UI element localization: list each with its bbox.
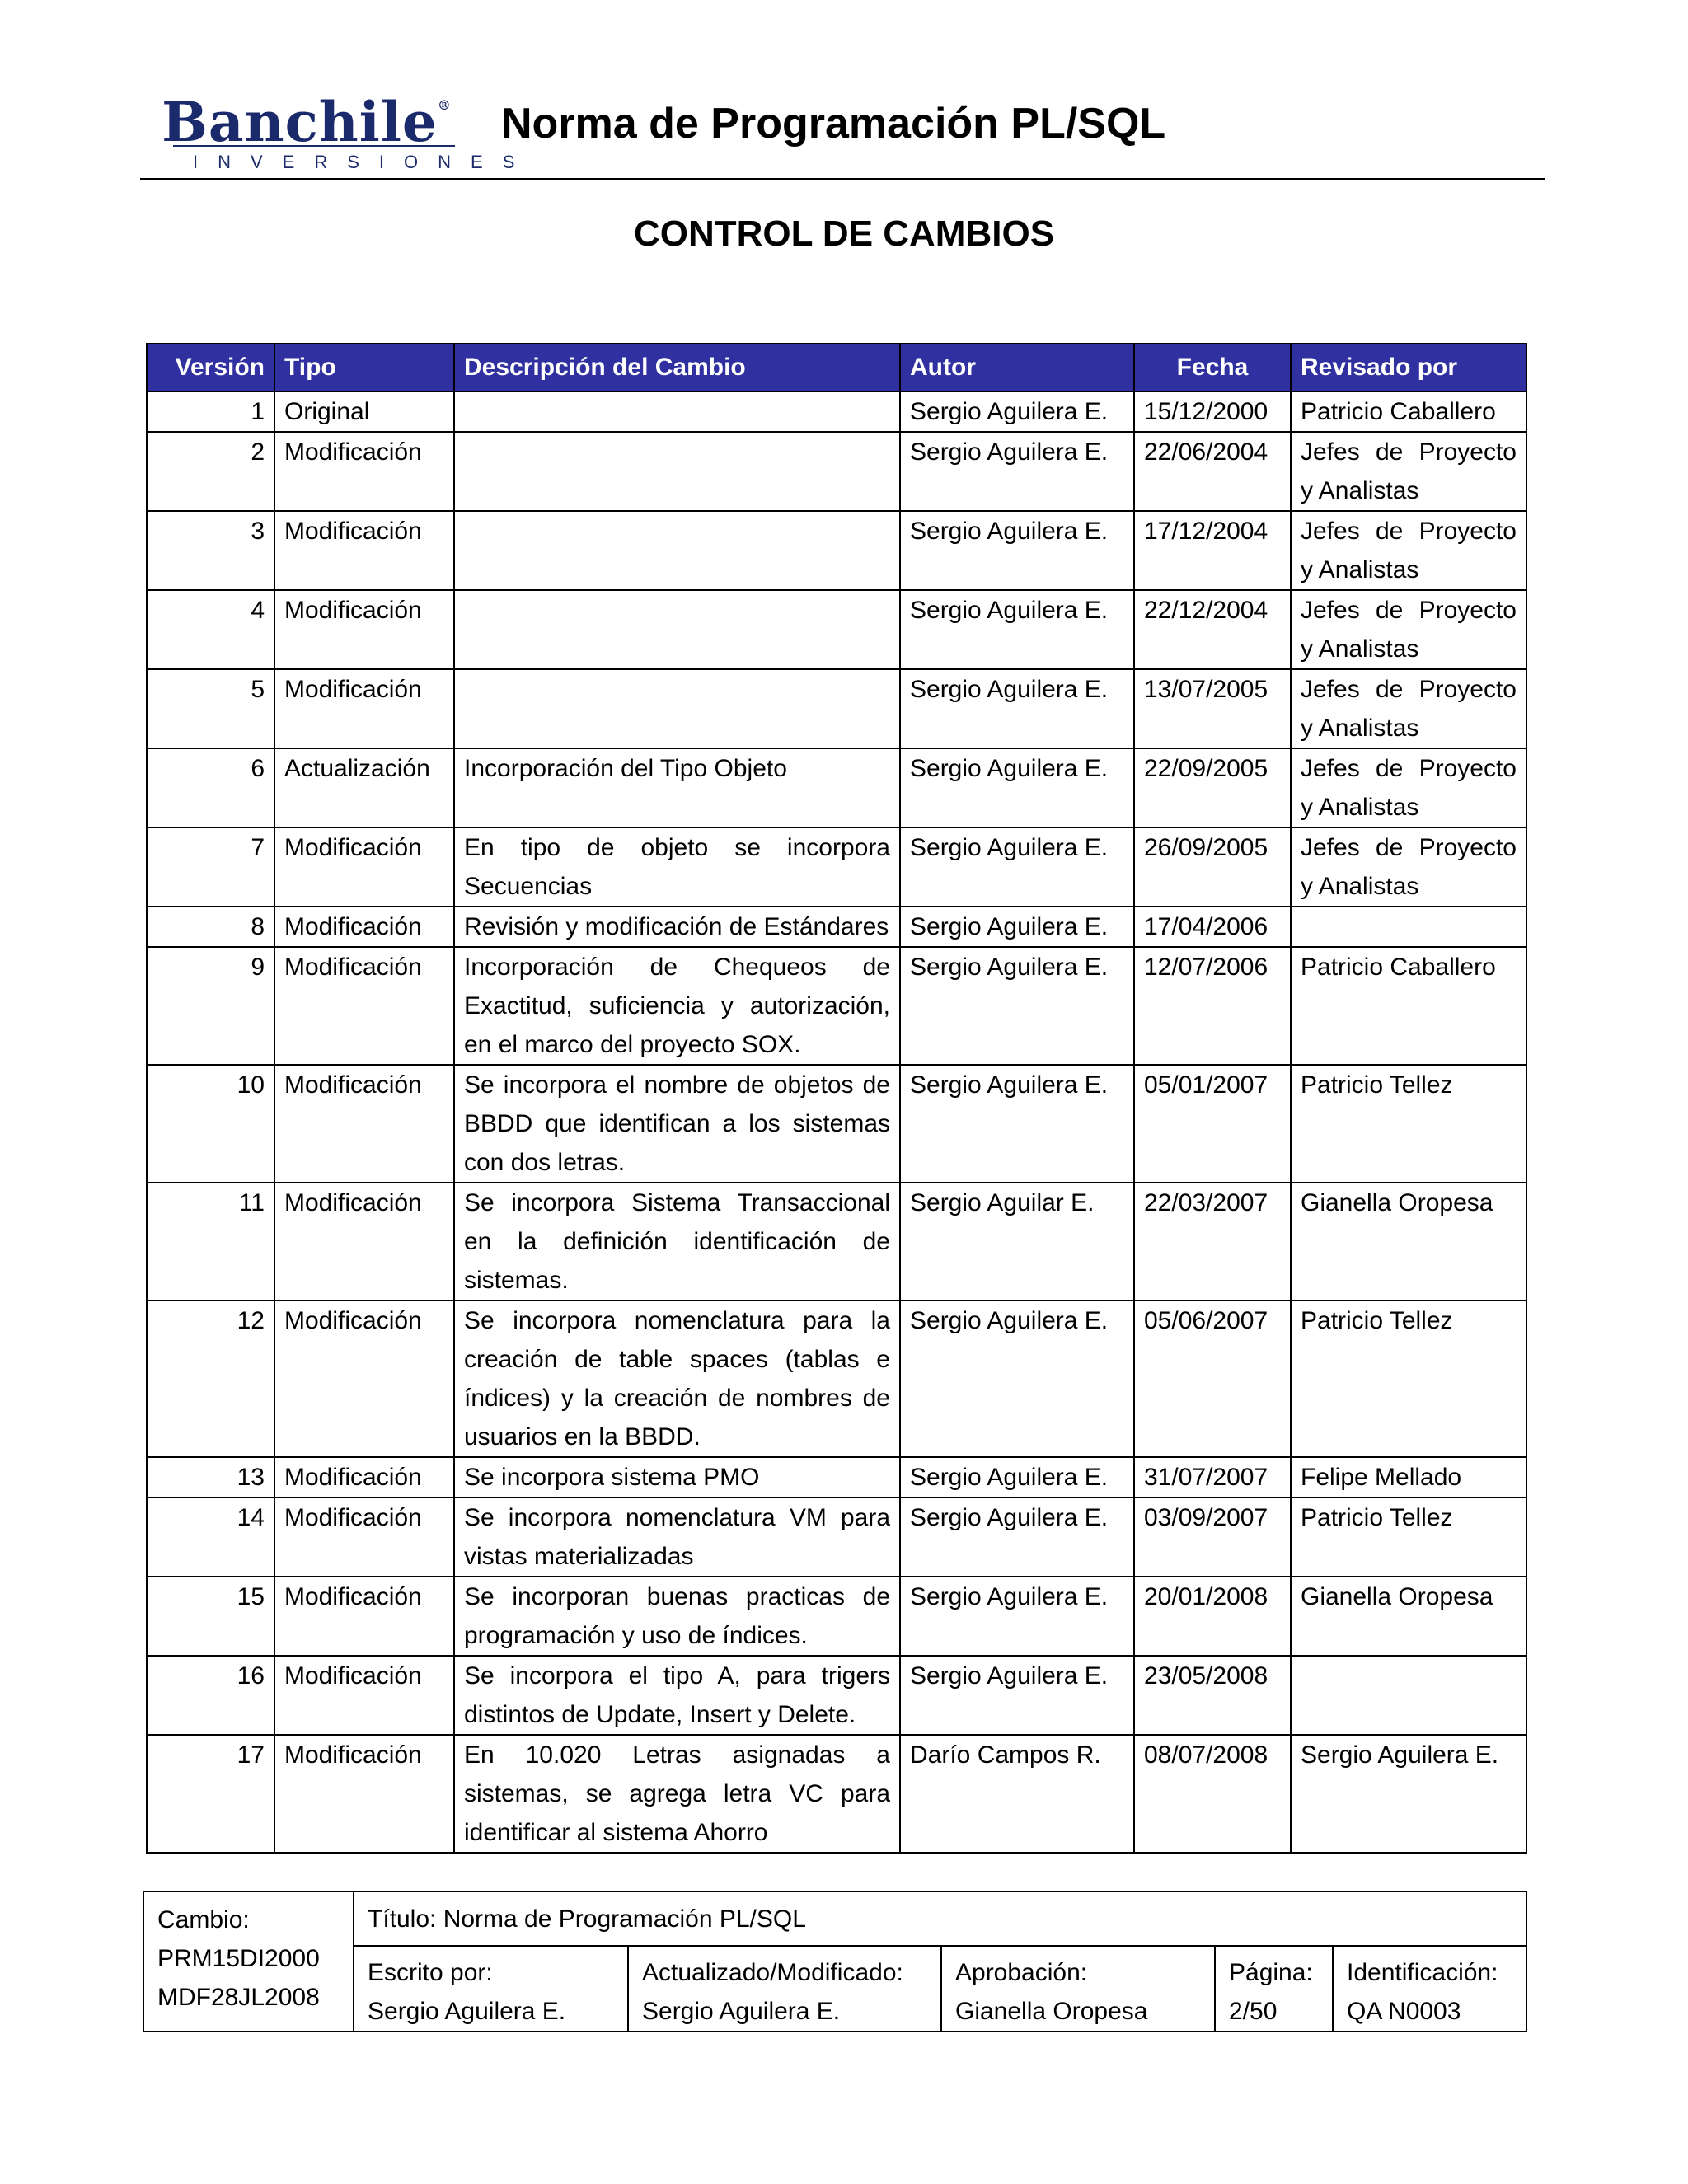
column-header-fecha: Fecha xyxy=(1134,344,1291,391)
tipo-cell: Modificación xyxy=(274,827,454,907)
tipo-cell: Modificación xyxy=(274,1656,454,1735)
revisado-cell: Jefes de Proyecto y Analistas xyxy=(1291,669,1526,748)
fecha-cell: 17/04/2006 xyxy=(1134,907,1291,947)
revisado-cell: Patricio Tellez xyxy=(1291,1497,1526,1577)
revisado-cell: Sergio Aguilera E. xyxy=(1291,1735,1526,1853)
footer-pagina-label: Página: xyxy=(1229,1959,1313,1986)
footer-actualizado-value: Sergio Aguilera E. xyxy=(642,1998,841,2025)
version-cell: 3 xyxy=(147,511,274,590)
fecha-cell: 08/07/2008 xyxy=(1134,1735,1291,1853)
table-row xyxy=(147,1656,1526,1735)
fecha-cell: 22/09/2005 xyxy=(1134,748,1291,827)
column-header-descripcion: Descripción del Cambio xyxy=(454,344,900,391)
tipo-cell: Modificación xyxy=(274,1065,454,1183)
table-header-row xyxy=(147,344,1526,391)
footer-escrito-label: Escrito por: xyxy=(368,1959,493,1986)
fecha-cell: 26/09/2005 xyxy=(1134,827,1291,907)
revisado-cell: Patricio Tellez xyxy=(1291,1065,1526,1183)
tipo-cell: Modificación xyxy=(274,669,454,748)
table-row xyxy=(147,1497,1526,1577)
version-cell: 16 xyxy=(147,1656,274,1735)
fecha-cell: 05/06/2007 xyxy=(1134,1301,1291,1457)
table-row xyxy=(147,748,1526,827)
version-cell: 6 xyxy=(147,748,274,827)
descripcion-cell xyxy=(454,391,900,432)
revisado-cell: Patricio Tellez xyxy=(1291,1301,1526,1457)
tipo-cell: Modificación xyxy=(274,947,454,1065)
footer-pagina xyxy=(1215,1946,1333,2032)
version-cell: 4 xyxy=(147,590,274,669)
revisado-cell: Jefes de Proyecto y Analistas xyxy=(1291,511,1526,590)
autor-cell: Sergio Aguilera E. xyxy=(900,1577,1134,1656)
table-row xyxy=(147,391,1526,432)
autor-cell: Sergio Aguilera E. xyxy=(900,669,1134,748)
logo-subtitle: INVERSIONES xyxy=(193,152,535,172)
table-row xyxy=(147,947,1526,1065)
table-row xyxy=(147,1301,1526,1457)
footer-actualizado-label: Actualizado/Modificado: xyxy=(642,1959,903,1986)
table-row xyxy=(147,1183,1526,1301)
table-row xyxy=(147,907,1526,947)
footer-aprobacion xyxy=(941,1946,1215,2032)
footer-pagina-value: 2/50 xyxy=(1229,1998,1278,2025)
tipo-cell: Modificación xyxy=(274,511,454,590)
footer-cambio-label: Cambio: xyxy=(157,1906,250,1933)
fecha-cell: 05/01/2007 xyxy=(1134,1065,1291,1183)
footer-identificacion xyxy=(1333,1946,1526,2032)
tipo-cell: Modificación xyxy=(274,432,454,511)
document-title: Norma de Programación PL/SQL xyxy=(501,100,1166,148)
footer-aprobacion-value: Gianella Oropesa xyxy=(955,1998,1148,2025)
footer-escrito-value: Sergio Aguilera E. xyxy=(368,1998,566,2025)
footer-aprobacion-label: Aprobación: xyxy=(955,1959,1088,1986)
descripcion-cell: Se incorpora Sistema Transaccional en la definición identificación de sistemas. xyxy=(454,1183,900,1301)
descripcion-cell: Se incorpora nomenclatura para la creación de table spaces (tablas e índices) y la creación de nombres de usuarios en la BBDD. xyxy=(454,1301,900,1457)
version-cell: 17 xyxy=(147,1735,274,1853)
tipo-cell: Modificación xyxy=(274,1301,454,1457)
table-row xyxy=(147,590,1526,669)
banchile-logo xyxy=(158,73,535,172)
autor-cell: Sergio Aguilera E. xyxy=(900,947,1134,1065)
revisado-cell: Jefes de Proyecto y Analistas xyxy=(1291,748,1526,827)
autor-cell: Sergio Aguilera E. xyxy=(900,748,1134,827)
table-row xyxy=(147,511,1526,590)
revisado-cell: Gianella Oropesa xyxy=(1291,1183,1526,1301)
version-cell: 2 xyxy=(147,432,274,511)
descripcion-cell: Incorporación de Chequeos de Exactitud, suficiencia y autorización, en el marco del proyecto SOX. xyxy=(454,947,900,1065)
table-row xyxy=(147,432,1526,511)
version-cell: 9 xyxy=(147,947,274,1065)
table-row xyxy=(147,1065,1526,1183)
footer-cambio-code-1: PRM15DI2000 xyxy=(157,1945,320,1972)
column-header-revisado: Revisado por xyxy=(1291,344,1526,391)
version-cell: 5 xyxy=(147,669,274,748)
autor-cell: Sergio Aguilera E. xyxy=(900,590,1134,669)
tipo-cell: Actualización xyxy=(274,748,454,827)
descripcion-cell: En tipo de objeto se incorpora Secuencias xyxy=(454,827,900,907)
footer-escrito xyxy=(354,1946,628,2032)
autor-cell: Sergio Aguilera E. xyxy=(900,432,1134,511)
change-control-table xyxy=(146,343,1527,1854)
version-cell: 7 xyxy=(147,827,274,907)
revisado-cell: Jefes de Proyecto y Analistas xyxy=(1291,590,1526,669)
descripcion-cell xyxy=(454,432,900,511)
descripcion-cell xyxy=(454,669,900,748)
autor-cell: Sergio Aguilar E. xyxy=(900,1183,1134,1301)
autor-cell: Sergio Aguilera E. xyxy=(900,1301,1134,1457)
descripcion-cell: Revisión y modificación de Estándares xyxy=(454,907,900,947)
revisado-cell: Patricio Caballero xyxy=(1291,947,1526,1065)
revisado-cell: Felipe Mellado xyxy=(1291,1457,1526,1497)
registered-mark: ® xyxy=(437,97,452,113)
fecha-cell: 22/03/2007 xyxy=(1134,1183,1291,1301)
version-cell: 12 xyxy=(147,1301,274,1457)
autor-cell: Sergio Aguilera E. xyxy=(900,907,1134,947)
tipo-cell: Modificación xyxy=(274,1183,454,1301)
autor-cell: Sergio Aguilera E. xyxy=(900,391,1134,432)
footer-identificacion-value: QA N0003 xyxy=(1347,1998,1461,2025)
fecha-cell: 17/12/2004 xyxy=(1134,511,1291,590)
descripcion-cell xyxy=(454,511,900,590)
fecha-cell: 15/12/2000 xyxy=(1134,391,1291,432)
table-row xyxy=(147,1457,1526,1497)
logo-rule xyxy=(173,145,455,147)
footer-identificacion-label: Identificación: xyxy=(1347,1959,1498,1986)
fecha-cell: 31/07/2007 xyxy=(1134,1457,1291,1497)
column-header-version: Versión xyxy=(147,344,274,391)
tipo-cell: Original xyxy=(274,391,454,432)
descripcion-cell: Se incorpora el tipo A, para trigers distintos de Update, Insert y Delete. xyxy=(454,1656,900,1735)
table-row xyxy=(147,669,1526,748)
descripcion-cell: En 10.020 Letras asignadas a sistemas, se agrega letra VC para identificar al sistema Ahorro xyxy=(454,1735,900,1853)
footer-actualizado xyxy=(628,1946,941,2032)
autor-cell: Darío Campos R. xyxy=(900,1735,1134,1853)
revisado-cell xyxy=(1291,907,1526,947)
fecha-cell: 20/01/2008 xyxy=(1134,1577,1291,1656)
revisado-cell: Patricio Caballero xyxy=(1291,391,1526,432)
revisado-cell: Jefes de Proyecto y Analistas xyxy=(1291,827,1526,907)
fecha-cell: 23/05/2008 xyxy=(1134,1656,1291,1735)
tipo-cell: Modificación xyxy=(274,1497,454,1577)
version-cell: 14 xyxy=(147,1497,274,1577)
document-footer xyxy=(143,1891,1527,2032)
column-header-tipo: Tipo xyxy=(274,344,454,391)
section-title: CONTROL DE CAMBIOS xyxy=(633,213,1055,254)
version-cell: 10 xyxy=(147,1065,274,1183)
fecha-cell: 03/09/2007 xyxy=(1134,1497,1291,1577)
fecha-cell: 13/07/2005 xyxy=(1134,669,1291,748)
autor-cell: Sergio Aguilera E. xyxy=(900,1065,1134,1183)
table-row xyxy=(147,1577,1526,1656)
descripcion-cell: Se incorpora nomenclatura VM para vistas materializadas xyxy=(454,1497,900,1577)
fecha-cell: 22/12/2004 xyxy=(1134,590,1291,669)
page-header xyxy=(140,66,1545,180)
version-cell: 8 xyxy=(147,907,274,947)
column-header-autor: Autor xyxy=(900,344,1134,391)
table-row xyxy=(147,827,1526,907)
autor-cell: Sergio Aguilera E. xyxy=(900,827,1134,907)
descripcion-cell: Se incorpora el nombre de objetos de BBDD que identifican a los sistemas con dos letras. xyxy=(454,1065,900,1183)
footer-titulo: Título: Norma de Programación PL/SQL xyxy=(354,1891,1526,1946)
descripcion-cell: Se incorporan buenas practicas de programación y uso de índices. xyxy=(454,1577,900,1656)
version-cell: 11 xyxy=(147,1183,274,1301)
revisado-cell: Jefes de Proyecto y Analistas xyxy=(1291,432,1526,511)
revisado-cell xyxy=(1291,1656,1526,1735)
descripcion-cell xyxy=(454,590,900,669)
autor-cell: Sergio Aguilera E. xyxy=(900,1656,1134,1735)
fecha-cell: 12/07/2006 xyxy=(1134,947,1291,1065)
fecha-cell: 22/06/2004 xyxy=(1134,432,1291,511)
descripcion-cell: Se incorpora sistema PMO xyxy=(454,1457,900,1497)
change-rows xyxy=(147,391,1526,1853)
version-cell: 1 xyxy=(147,391,274,432)
logo-name: Banchile xyxy=(162,90,438,154)
autor-cell: Sergio Aguilera E. xyxy=(900,511,1134,590)
tipo-cell: Modificación xyxy=(274,1735,454,1853)
footer-cambio-code-2: MDF28JL2008 xyxy=(157,1984,320,2011)
tipo-cell: Modificación xyxy=(274,907,454,947)
footer-cambio xyxy=(143,1891,354,2032)
version-cell: 13 xyxy=(147,1457,274,1497)
revisado-cell: Gianella Oropesa xyxy=(1291,1577,1526,1656)
autor-cell: Sergio Aguilera E. xyxy=(900,1457,1134,1497)
descripcion-cell: Incorporación del Tipo Objeto xyxy=(454,748,900,827)
table-row xyxy=(147,1735,1526,1853)
tipo-cell: Modificación xyxy=(274,1577,454,1656)
version-cell: 15 xyxy=(147,1577,274,1656)
tipo-cell: Modificación xyxy=(274,590,454,669)
tipo-cell: Modificación xyxy=(274,1457,454,1497)
autor-cell: Sergio Aguilera E. xyxy=(900,1497,1134,1577)
